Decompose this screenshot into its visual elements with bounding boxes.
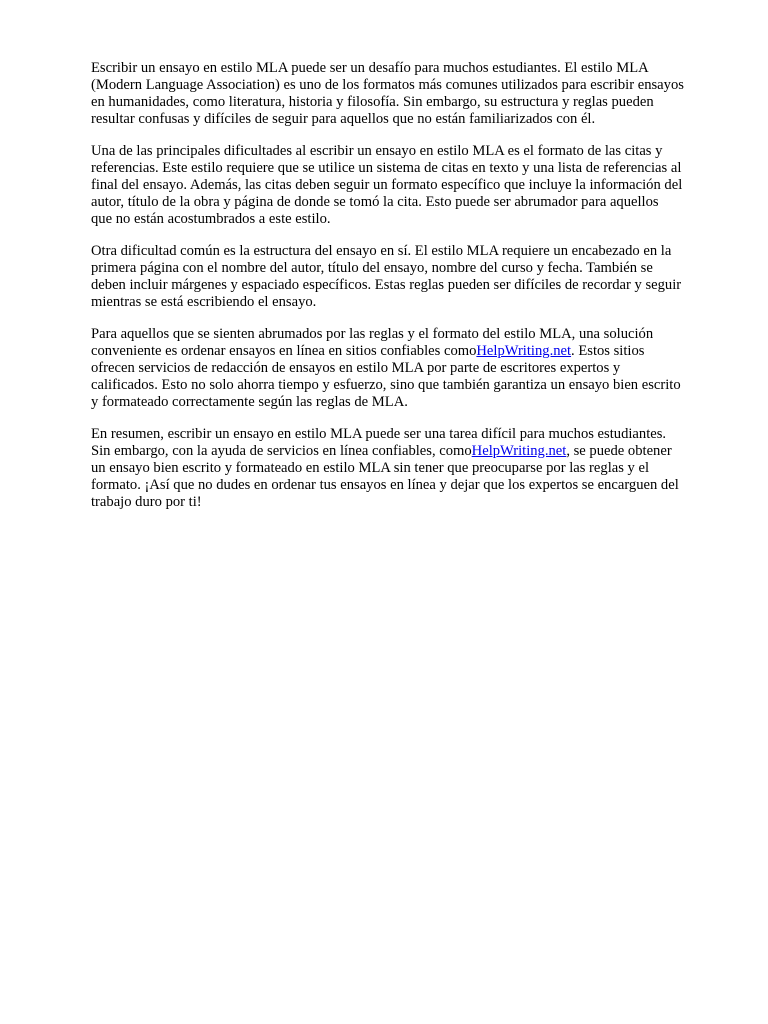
- text-line: Otra dificultad común es la estructura del ensayo en sí. El estilo MLA requiere un encabezado en la: [91, 243, 672, 259]
- text-line: trabajo duro por ti!: [91, 494, 202, 510]
- paragraph-citations: [91, 143, 731, 228]
- paragraph-intro: [91, 60, 731, 128]
- text-line: primera página con el nombre del autor, título del ensayo, nombre del curso y fecha. También se: [91, 260, 653, 276]
- text-line: final del ensayo. Además, las citas deben seguir un formato específico que incluye la información del: [91, 177, 683, 193]
- text-line: y formateado correctamente según las reglas de MLA.: [91, 394, 408, 410]
- text-line: Escribir un ensayo en estilo MLA puede ser un desafío para muchos estudiantes. El estilo MLA: [91, 60, 649, 76]
- text-segment: conveniente es ordenar ensayos en línea en sitios confiables como: [91, 343, 477, 359]
- text-segment: . Estos sitios: [571, 343, 645, 359]
- text-line: referencias. Este estilo requiere que se utilice un sistema de citas en texto y una lista de referencias al: [91, 160, 682, 176]
- paragraph-structure: [91, 243, 731, 311]
- text-line: (Modern Language Association) es uno de los formatos más comunes utilizados para escribir ensayos: [91, 77, 684, 93]
- text-line: Una de las principales dificultades al escribir un ensayo en estilo MLA es el formato de las citas y: [91, 143, 663, 159]
- text-line: deben incluir márgenes y espaciado específicos. Estas reglas pueden ser difíciles de recordar y seguir: [91, 277, 682, 293]
- text-line-with-link: [91, 443, 731, 460]
- text-line: ofrecen servicios de redacción de ensayos en estilo MLA por parte de escritores expertos y: [91, 360, 621, 376]
- document-body: [91, 60, 731, 526]
- text-line-with-link: [91, 343, 731, 360]
- text-line: formato. ¡Así que no dudes en ordenar tus ensayos en línea y dejar que los expertos se encarguen del: [91, 477, 679, 493]
- text-line: resultar confusas y difíciles de seguir para aquellos que no están familiarizados con él.: [91, 111, 596, 127]
- text-line: En resumen, escribir un ensayo en estilo MLA puede ser una tarea difícil para muchos estudiantes.: [91, 426, 667, 442]
- text-line: en humanidades, como literatura, historia y filosofía. Sin embargo, su estructura y reglas pueden: [91, 94, 654, 110]
- text-line: Para aquellos que se sienten abrumados por las reglas y el formato del estilo MLA, una solución: [91, 326, 654, 342]
- text-line: que no están acostumbrados a este estilo.: [91, 211, 331, 227]
- helpwriting-link[interactable]: HelpWriting.net: [476, 343, 572, 359]
- text-line: un ensayo bien escrito y formateado en estilo MLA sin tener que preocuparse por las reglas y el: [91, 460, 650, 476]
- text-line: calificados. Esto no solo ahorra tiempo y esfuerzo, sino que también garantiza un ensayo bien escrito: [91, 377, 681, 393]
- text-segment: Sin embargo, con la ayuda de servicios en línea confiables, como: [91, 443, 472, 459]
- text-segment: , se puede obtener: [566, 443, 672, 459]
- text-line: autor, título de la obra y página de donde se tomó la cita. Esto puede ser abrumador para aquellos: [91, 194, 659, 210]
- helpwriting-link[interactable]: HelpWriting.net: [471, 443, 567, 459]
- paragraph-solution: [91, 326, 731, 411]
- paragraph-summary: [91, 426, 731, 511]
- text-line: mientras se está escribiendo el ensayo.: [91, 294, 317, 310]
